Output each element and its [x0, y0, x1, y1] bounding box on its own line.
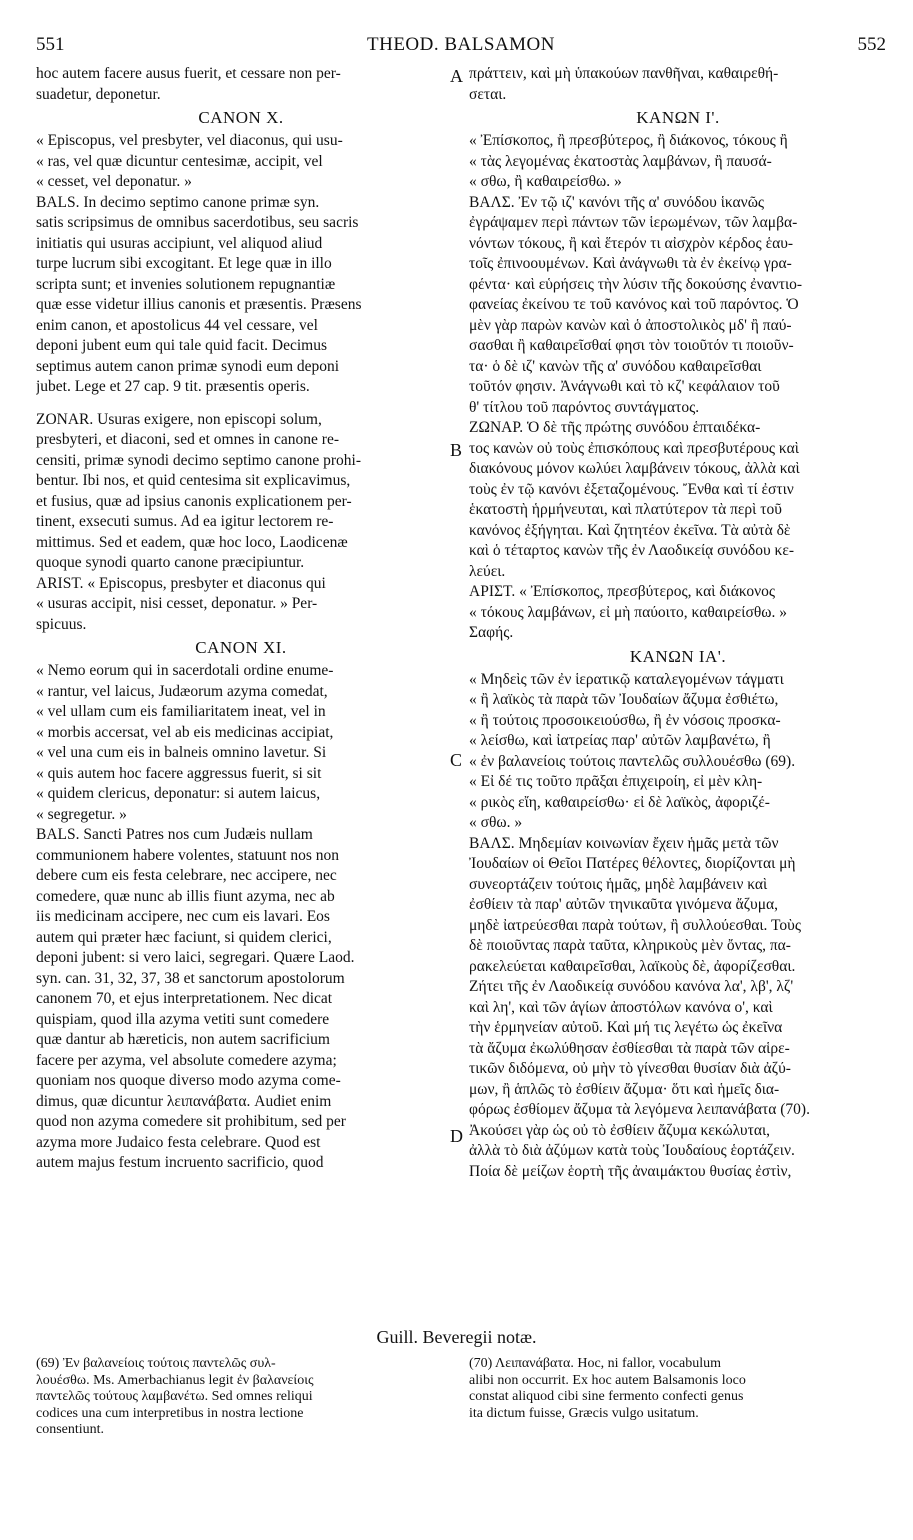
- text-line: μων, ἢ ἁπλῶς τὸ ἐσθίειν ἄζυμα· ὅτι καὶ ἡμεῖς δια-: [469, 1080, 780, 1098]
- canon-xi-title: CANON XI.: [195, 638, 287, 657]
- text-line: λεύει.: [469, 562, 506, 580]
- text-line: διακόνους μόνον κωλύει λαμβάνειν τόκους, ἀλλὰ καὶ: [469, 460, 800, 477]
- canon-xi-text-greek: [469, 670, 887, 834]
- text-line: initiatis qui usuras accipiunt, vel aliquod aliud: [36, 234, 323, 252]
- aristenus-commentary-x-greek: [469, 582, 887, 644]
- text-line: Σαφής.: [469, 624, 514, 641]
- canon-x-text-greek: [469, 131, 887, 193]
- text-line: « σθω. »: [469, 814, 523, 831]
- text-line: debere cum eis festa celebrare, nec accipere, nec: [36, 867, 337, 884]
- text-line: et fusius, quæ ad ipsius canonis explicationem per-: [36, 492, 352, 510]
- margin-marker-b: B: [450, 440, 463, 460]
- zonaras-commentary-x-greek: [469, 418, 887, 582]
- canon-ia-greek-title: ΚΑΝΩΝ ΙΑ'.: [629, 646, 727, 666]
- text-line: δὲ ποιοῦντας παρὰ ταῦτα, κληρικοὺς μὲν ὄντας, πα-: [469, 937, 791, 954]
- text-line: φανείας ἐκείνου τε τοῦ κανόνος καὶ τοῦ παρόντος. Ὁ: [469, 296, 799, 313]
- text-line: turpe lucrum sibi excogitant. Et lege quæ in illo: [36, 255, 332, 272]
- margin-marker-d: D: [450, 1126, 463, 1146]
- text-line: « ἢ λαϊκὸς τὰ παρὰ τῶν Ἰουδαίων ἄζυμα ἐσθιέτω,: [469, 691, 779, 708]
- text-line: « cesset, vel deponatur. »: [36, 173, 192, 190]
- text-line: spicuus.: [36, 615, 87, 633]
- text-line: suadetur, deponetur.: [36, 85, 161, 103]
- text-line: facere per azyma, vel absolute comedere azyma;: [36, 1051, 337, 1069]
- footnote-69: [36, 1356, 448, 1439]
- text-line: ἀλλὰ τὸ διὰ ἀζύμων κατὰ τοὺς Ἰουδαίους ἑορτάζειν.: [469, 1142, 795, 1159]
- text-line: « Nemo eorum qui in sacerdotali ordine enume-: [36, 662, 334, 679]
- text-line: τος κανὼν οὐ τοὺς ἐπισκόπους καὶ πρεσβυτέρους καὶ: [469, 439, 799, 457]
- text-line: censiti, primæ synodi decimo septimo canone prohi-: [36, 451, 362, 469]
- balsamon-commentary-x-greek: [469, 193, 887, 419]
- text-line: « ἐν βαλανείοις τούτοις παντελῶς συλλουέσθω (69).: [469, 752, 796, 770]
- text-line: satis scripsimus de omnibus sacerdotibus, seu sacris: [36, 214, 359, 231]
- text-line: quod non azyma comedere sit prohibitum, sed per: [36, 1113, 346, 1130]
- canon-i-greek-title: ΚΑΝΩΝ Ι'.: [636, 108, 720, 127]
- canon-x-title: CANON X.: [198, 108, 284, 127]
- text-line: « τὰς λεγομένας ἑκατοστὰς λαμβάνων, ἢ παυσά-: [469, 152, 772, 170]
- text-line: ΒΑΛΣ. Μηδεμίαν κοινωνίαν ἔχειν ἡμᾶς μετὰ τῶν: [469, 834, 779, 852]
- text-line: καὶ λη', καὶ τῶν ἁγίων ἀποστόλων κανόνα ο', καὶ: [469, 998, 773, 1016]
- text-line: codices una cum interpretibus in nostra lectione: [36, 1405, 304, 1421]
- text-line: « σθω, ἢ καθαιρείσθω. »: [469, 173, 622, 190]
- text-line: septimus autem canon primæ synodi eum deponi: [36, 357, 340, 375]
- text-line: tinent, exsecuti sumus. Ad ea igitur lectorem re-: [36, 513, 334, 530]
- text-line: canonem 70, et ejus interpretationem. Nec dicat: [36, 990, 333, 1007]
- text-line: dimus, quæ dicuntur λειπανάβατα. Audiet enim: [36, 1092, 332, 1110]
- text-line: BALS. In decimo septimo canone primæ syn.: [36, 193, 320, 211]
- page-number-right: 552: [857, 34, 886, 55]
- latin-opening: [36, 64, 446, 105]
- balsamon-commentary-xi-latin: [36, 825, 446, 1174]
- text-line: jubet. Lege et 27 cap. 9 tit. præsentis operis.: [36, 378, 310, 395]
- text-line: Ἰουδαίων οἱ Θεῖοι Πατέρες θέλοντες, διορίζονται μὴ: [469, 855, 796, 872]
- text-line: τοῖς ἐπινοουμένων. Καὶ ἀνάγνωθι τὰ ἐν ἐκείνῳ γρα-: [469, 255, 792, 272]
- balsamon-commentary-x-latin: [36, 193, 446, 398]
- text-line: ita dictum fuisse, Græcis vulgo usitatum.: [469, 1405, 699, 1421]
- text-line: comedere, quæ nunc ab illis fiunt azyma, nec ab: [36, 887, 335, 905]
- text-line: syn. can. 31, 32, 37, 38 et sanctorum apostolorum: [36, 969, 345, 987]
- latin-column: [36, 64, 446, 1174]
- text-line: quispiam, quod illa azyma vetiti sunt comedere: [36, 1010, 330, 1028]
- balsamon-commentary-xi-greek: [469, 834, 887, 1183]
- text-line: θ' τίτλου τοῦ παρόντος συντάγματος.: [469, 398, 700, 416]
- text-line: ρακελεύεται καθαιρεῖσθαι, λαϊκοὺς δὲ, ἀφορίζεσθαι.: [469, 957, 796, 975]
- text-line: τικῶν διδόμενα, οὐ μὴν τὸ γίνεσθαι θυσίαν διὰ ἀζύ-: [469, 1060, 791, 1077]
- running-title: THEOD. BALSAMON: [367, 34, 555, 55]
- text-line: τα· ὁ δὲ ιζ' κανὼν τῆς α' συνόδου καθαιρεῖσθαι: [469, 357, 762, 375]
- text-line: « Μηδεὶς τῶν ἐν ἱερατικῷ καταλεγομένων τάγματι: [469, 670, 784, 688]
- text-line: μὲν γὰρ παρὼν κανὼν καὶ ὁ ἀποστολικὸς μδ' ἢ παύ-: [469, 316, 792, 334]
- text-line: « Episcopus, vel presbyter, vel diaconus, qui usu-: [36, 132, 343, 149]
- text-line: hoc autem facere ausus fuerit, et cessare non per-: [36, 65, 341, 82]
- text-line: Ἀκούσει γὰρ ὡς οὐ τὸ ἐσθίειν ἄζυμα κεκώλυται,: [469, 1121, 770, 1139]
- text-line: τοὺς ἐν τῷ κανόνι ἐξεταζομένους. Ἔνθα καὶ τί ἐστιν: [469, 480, 794, 498]
- text-line: Ζήτει τῆς ἐν Λαοδικείᾳ συνόδου κανόνα λα', λβ', λζ': [469, 978, 794, 995]
- text-line: τὰ ἄζυμα ἐκωλύθησαν ἐσθίεσθαι τὰ παρὰ τῶν αἱρε-: [469, 1039, 790, 1057]
- text-line: « vel una cum eis in balneis omnino lavetur. Si: [36, 744, 327, 761]
- text-line: BALS. Sancti Patres nos cum Judæis nullam: [36, 826, 313, 843]
- footnote-70: [469, 1356, 887, 1422]
- page-number-left: 551: [36, 34, 65, 55]
- text-line: Ποία δὲ μείζων ἑορτὴ τῆς ἀναιμάκτου θυσίας ἐστὶν,: [469, 1162, 792, 1180]
- text-line: ΒΑΛΣ. Ἐν τῷ ιζ' κανόνι τῆς α' συνόδου ἱκανῶς: [469, 193, 765, 211]
- margin-marker-a: A: [450, 66, 463, 86]
- text-line: autem majus festum incruento sacrificio, quod: [36, 1154, 324, 1171]
- text-line: καὶ ὁ τέταρτος κανὼν τῆς ἐν Λαοδικείᾳ συνόδου κε-: [469, 542, 794, 559]
- notes-heading: Guill. Beveregii notæ.: [376, 1327, 537, 1347]
- page-header: [36, 34, 886, 58]
- text-line: σεται.: [469, 85, 507, 103]
- text-line: « morbis accersat, vel ab eis medicinas accipiat,: [36, 723, 334, 741]
- text-line: μηδὲ ἰατρεύεσθαι παρὰ τούτων, ἢ συλλούεσθαι. Τοὺς: [469, 916, 801, 934]
- text-line: ἐγράψαμεν περὶ πάντων τῶν ἱερωμένων, τῶν λαμβα-: [469, 214, 798, 231]
- text-line: λουέσθω. Ms. Amerbachianus legit ἐν βαλανείοις: [36, 1372, 314, 1388]
- text-line: ΖΩΝΑΡ. Ὁ δὲ τῆς πρώτης συνόδου ἑπταιδέκα-: [469, 419, 761, 436]
- text-line: συνεορτάζειν τούτοις ἡμᾶς, μηδὲ λαμβάνειν καὶ: [469, 875, 768, 893]
- text-line: ZONAR. Usuras exigere, non episcopi solum,: [36, 410, 322, 428]
- text-line: communionem habere volentes, statuunt nos non: [36, 846, 340, 864]
- text-line: ἑκατοστὴ ἡρμήνευται, καὶ πλατύτερον τὰ περὶ τοῦ: [469, 501, 782, 518]
- text-line: mittimus. Sed et eadem, quæ hoc loco, Laodicenæ: [36, 533, 348, 551]
- text-line: constat aliquod cibi sine fermento confecti genus: [469, 1389, 744, 1404]
- text-line: enim canon, et apostolicus 44 vel cessare, vel: [36, 316, 318, 334]
- text-line: presbyteri, et diaconi, sed et omnes in canone re-: [36, 431, 339, 448]
- text-line: « λείσθω, καὶ ἰατρείας παρ' αὐτῶν λαμβανέτω, ἢ: [469, 732, 771, 749]
- greek-opening: [469, 64, 887, 105]
- text-line: « rantur, vel laicus, Judæorum azyma comedat,: [36, 682, 328, 700]
- text-line: « segregetur. »: [36, 805, 127, 823]
- text-line: « Ἐπίσκοπος, ἢ πρεσβύτερος, ἢ διάκονος, τόκους ἢ: [469, 132, 788, 149]
- text-line: παντελῶς τούτους λαμβανέτω. Sed omnes reliqui: [36, 1389, 313, 1404]
- text-line: τοῦτόν φησιν. Ἀνάγνωθι καὶ τὸ κζ' κεφάλαιον τοῦ: [469, 378, 780, 395]
- text-line: κανόνος ἐξήγηται. Καὶ ζητητέον ἐκεῖνα. Τὰ αὐτὰ δὲ: [469, 521, 791, 539]
- text-line: « ἢ τούτοις προσοικειούσθω, ἢ ἐν νόσοις προσκα-: [469, 711, 781, 729]
- text-line: ΑΡΙΣΤ. « Ἐπίσκοπος, πρεσβύτερος, καὶ διάκονος: [469, 583, 775, 600]
- text-line: alibi non occurrit. Ex hoc autem Balsamonis loco: [469, 1372, 746, 1388]
- aristenus-commentary-x-latin: [36, 574, 446, 636]
- text-line: consentiunt.: [36, 1422, 105, 1437]
- text-line: autem qui præter hæc faciunt, si quidem clerici,: [36, 928, 332, 946]
- text-line: iis medicinam accipere, nec cum eis lavari. Eos: [36, 908, 330, 925]
- text-line: scripta sunt; et invenies solutionem repugnantiæ: [36, 275, 336, 293]
- text-line: quæ dantur ab hæreticis, non autem sacrificium: [36, 1031, 330, 1048]
- greek-column: [469, 64, 887, 1182]
- text-line: quoniam nos quoque diverso modo azyma come-: [36, 1072, 341, 1089]
- text-line: νόντων τόκους, ἢ καὶ ἕτερόν τι αἰσχρὸν κέρδος ἑαυ-: [469, 234, 794, 252]
- text-line: bentur. Ibi nos, et quid centesima sit explicavimus,: [36, 472, 351, 489]
- canon-xi-text-latin: [36, 661, 446, 825]
- text-line: τὴν ἑρμηνείαν αὐτοῦ. Καὶ μή τις λεγέτω ὡς ἐκεῖνα: [469, 1019, 783, 1036]
- text-line: σασθαι ἢ καθαιρεῖσθαί φησι τὸν τοιοῦτόν τι ποιοῦν-: [469, 337, 794, 354]
- text-line: « ras, vel quæ dicuntur centesimæ, accipit, vel: [36, 152, 323, 170]
- text-line: (69) Ἐν βαλανείοις τούτοις παντελῶς συλ-: [36, 1356, 276, 1371]
- text-line: « quis autem hoc facere aggressus fuerit, si sit: [36, 764, 322, 782]
- text-line: « vel ullam cum eis familiaritatem ineat, vel in: [36, 703, 326, 720]
- text-line: deponi jubent eum qui tale quid facit. Decimus: [36, 337, 327, 354]
- zonaras-commentary-x-latin: [36, 410, 446, 574]
- text-line: ἐσθίειν τὰ παρ' αὐτῶν τηνικαῦτα γινόμενα ἄζυμα,: [469, 896, 779, 913]
- text-line: azyma more Judaico festa celebrare. Quod est: [36, 1133, 321, 1151]
- text-line: « τόκους λαμβάνων, εἰ μὴ παύοιτο, καθαιρείσθω. »: [469, 603, 787, 621]
- text-line: « quidem clericus, deponatur: si autem laicus,: [36, 785, 321, 802]
- text-line: « usuras accipit, nisi cesset, deponatur. » Per-: [36, 595, 318, 612]
- text-line: quoque synodi quarto canone præcipiuntur.: [36, 554, 305, 571]
- margin-marker-c: C: [450, 750, 463, 770]
- text-line: ARIST. « Episcopus, presbyter et diaconus qui: [36, 574, 326, 592]
- text-line: « Εἰ δέ τις τοῦτο πρᾶξαι ἐπιχειροίη, εἰ μὲν κλη-: [469, 773, 763, 790]
- text-line: φέντα· καὶ εὑρήσεις τὴν λύσιν τῆς δοκούσης ἐναντιο-: [469, 275, 803, 293]
- text-line: πράττειν, καὶ μὴ ὑπακούων πανθῆναι, καθαιρεθή-: [469, 65, 779, 82]
- text-line: (70) Λειπανάβατα. Hoc, ni fallor, vocabulum: [469, 1356, 722, 1371]
- text-line: « ρικὸς εἴη, καθαιρείσθω· εἰ δὲ λαϊκὸς, ἀφοριζέ-: [469, 793, 770, 811]
- text-line: deponi jubent: si vero laici, segregari. Quære Laod.: [36, 949, 355, 966]
- text-line: φόρως ἐσθίομεν ἄζυμα τὰ λεγόμενα λειπανάβατα (70).: [469, 1101, 810, 1118]
- canon-x-text-latin: [36, 131, 446, 193]
- text-line: quæ esse videtur illius canonis et præsentis. Præsens: [36, 296, 362, 313]
